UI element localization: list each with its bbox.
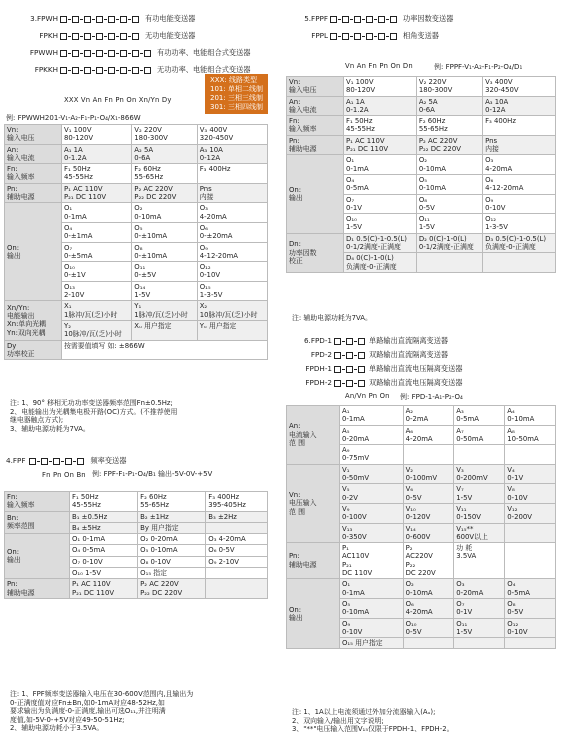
- table-cell: V₁₁ 0-150V: [454, 503, 505, 523]
- example-text: 例: FPD-1-A₁-P₂-O₄: [400, 393, 463, 401]
- table-cell: V₁ 100V 80-120V: [344, 77, 417, 97]
- table-cell: X₂ 10脉冲/瓦(乏)小时: [197, 301, 267, 321]
- model-desc: 无功电能变送器: [145, 31, 196, 40]
- model-desc: 单路输出直流隔离变送器: [369, 336, 449, 345]
- table-cell: F₂ 60Hz 55-65Hz: [132, 164, 197, 184]
- table-cell: O₁₃ 2-10V: [62, 281, 132, 301]
- table-cell: O₇ 0-10V: [70, 556, 138, 567]
- table-cell: A₁ 0-1mA: [340, 406, 404, 426]
- model-code-selector: [60, 16, 139, 23]
- model-desc: 有功功率、电能组合式变送器: [157, 48, 251, 57]
- table-cell: B₄ ±5Hz: [70, 522, 138, 533]
- table-cell: O₉ 2-10V: [206, 556, 268, 567]
- table-cell: P₂ AC220V P₂₂ DC 220V: [403, 543, 454, 579]
- table-cell: O₁₄ 1-5V: [132, 281, 197, 301]
- table-cell: O₁ 0-1mA: [62, 203, 132, 223]
- model-name: FPDH-2: [305, 378, 332, 387]
- table-cell: 功 耗 3.5VA: [454, 543, 505, 579]
- spec-table: [286, 405, 556, 649]
- table-cell: O₂ 0-10mA: [416, 155, 482, 175]
- table-row: [287, 579, 556, 599]
- table-cell: D₁ 0.5(C)-1-0.5(L) 0-1/2满度-正满度: [344, 233, 417, 253]
- table-cell: O₁₂ 0-10V: [505, 618, 556, 638]
- table-cell: P₂ AC 220V P₂₂ DC 220V: [132, 183, 197, 203]
- row-header: An: 输入电流: [287, 96, 344, 116]
- table-cell: O₁₂ 1-3-5V: [483, 214, 556, 234]
- row-header: On: 输出: [5, 203, 62, 301]
- table-cell: A₂ 5A 0-6A: [132, 144, 197, 164]
- table-row: [287, 96, 556, 116]
- param-codes: Vn An Fn Pn On Dn: [345, 62, 413, 70]
- row-header: Vn: 电压输入 范 围: [287, 464, 340, 542]
- notes: [10, 690, 272, 733]
- table-cell: Xᵤ 用户指定: [132, 320, 197, 340]
- badge-line: 101: 单相二线制: [210, 85, 263, 93]
- table-cell: O₈ 0-5V: [505, 598, 556, 618]
- model-code-selector: [60, 33, 139, 40]
- spec-table: [286, 76, 556, 273]
- table-cell: V₁ 0-50mV: [340, 464, 404, 484]
- table-cell: O₁₀ 0-5V: [403, 618, 454, 638]
- table-cell: V₁₂ 0-200V: [505, 503, 556, 523]
- table-cell: V₇ 1-5V: [454, 484, 505, 504]
- model-code-selector: [334, 380, 365, 387]
- table-cell: B₁ ±0.5Hz: [70, 511, 138, 522]
- model-code-selector: [29, 458, 84, 465]
- table-cell: V₄ 0-1V: [505, 464, 556, 484]
- row-header: Fn: 输入频率: [287, 116, 344, 136]
- table-cell: O₅ 0-10mA: [416, 174, 482, 194]
- table-cell: O₈ 0-±10mA: [132, 242, 197, 262]
- table-row: [287, 116, 556, 136]
- table-cell: F₂ 60Hz 55-65Hz: [138, 492, 206, 512]
- table-cell-empty: [403, 445, 454, 465]
- model-code-selector: [330, 33, 397, 40]
- table-row: [5, 340, 268, 360]
- model-desc: 单路输出直流电压隔离变送器: [369, 364, 463, 373]
- table-cell-empty: [454, 638, 505, 649]
- table-cell: O₂ 0-10mA: [403, 579, 454, 599]
- spec-table: [4, 491, 268, 599]
- table-cell: O₃ 4-20mA: [483, 155, 556, 175]
- table-cell: O₁₀ 1-5V: [344, 214, 417, 234]
- table-cell: V₁₄ 0-600V: [403, 523, 454, 543]
- model-code-selector: [334, 366, 365, 373]
- table-cell: A₂ 5A 0-6A: [416, 96, 482, 116]
- table-cell: V₁ 100V 80-120V: [62, 125, 132, 145]
- table-cell: V₅ 0-2V: [340, 484, 404, 504]
- table-row: [287, 77, 556, 97]
- table-cell: P₁ AC110V P₂₁ DC 110V: [340, 543, 404, 579]
- table-cell: V₆ 0-5V: [403, 484, 454, 504]
- table-cell: Pns 内接: [483, 135, 556, 155]
- model-desc: 频率变送器: [90, 456, 127, 465]
- table-cell: A₂ 0-2mA: [403, 406, 454, 426]
- table-cell: D₃ 0.5(C)-1-0.5(L) 负满度-0-正满度: [483, 233, 556, 253]
- model-row: [6, 456, 126, 466]
- table-cell-empty: [206, 522, 268, 533]
- table-cell: V₂ 0-100mV: [403, 464, 454, 484]
- table-row: [5, 301, 268, 321]
- table-cell: V₈ 0-10V: [505, 484, 556, 504]
- table-cell-empty: [206, 579, 268, 599]
- model-row: [6, 31, 195, 41]
- note-line: 度值,如-5V-0-+5V对应49-50-51Hz;: [10, 715, 125, 724]
- table-row: [5, 511, 268, 522]
- row-header: Pn: 辅助电源: [287, 135, 344, 155]
- table-cell: O₆ 0-±20mA: [197, 222, 267, 242]
- row-header: On: 输出: [287, 155, 344, 233]
- note-line: 注: 1、FPF频率变送器输入电压在30-600V范围内,且输出为: [10, 690, 194, 698]
- row-header: Dn: 功率因数 校正: [287, 233, 344, 272]
- notes: [292, 708, 558, 734]
- note-line: 2、双向输入/输出用文字说明;: [292, 716, 384, 725]
- table-cell-empty: [483, 253, 556, 273]
- table-cell-empty: [403, 638, 454, 649]
- table-cell: V₁₃ 0-350V: [340, 523, 404, 543]
- model-name: FPD-2: [310, 350, 332, 359]
- row-header: Vn: 输入电压: [5, 125, 62, 145]
- model-code-selector: [60, 67, 151, 74]
- table-cell: V₃ 400V 320-450V: [483, 77, 556, 97]
- table-cell: O₁₅ 1-3-5V: [197, 281, 267, 301]
- note-line: 注: 辅助电源功耗为7VA。: [292, 314, 372, 322]
- note-line: 0-正满度值对应Fn±Bn,如0-1mA对应48-52Hz,如: [10, 698, 165, 707]
- badge-line: 301: 三相四线制: [210, 103, 263, 111]
- table-cell: O₂ 0-20mA: [138, 534, 206, 545]
- badge-line: 201: 三相三线制: [210, 94, 263, 102]
- table-cell: A₃ 10A 0-12A: [483, 96, 556, 116]
- table-cell: O₁₅ 指定: [138, 568, 206, 579]
- model-name: 6.FPD-1: [303, 336, 332, 345]
- model-name: FPPL: [311, 31, 328, 40]
- table-cell: P₁ AC 110V P₂₁ DC 110V: [344, 135, 417, 155]
- table-row: [5, 164, 268, 184]
- row-header: Fn: 输入频率: [5, 492, 70, 512]
- table-row: [287, 406, 556, 426]
- table-row: [5, 125, 268, 145]
- table-cell: Yᵤ 用户指定: [197, 320, 267, 340]
- table-cell: O₁ 0-1mA: [340, 579, 404, 599]
- line-type-badge: [205, 74, 268, 114]
- table-cell: V₁₅** 600V以上: [454, 523, 505, 543]
- table-cell: O₃ 0-20mA: [454, 579, 505, 599]
- row-header: Xn/Yn: 电能输出 Xn:单向光耦 Yn:双向光耦: [5, 301, 62, 340]
- table-cell: A₄ 0-10mA: [505, 406, 556, 426]
- table-row: [287, 233, 556, 253]
- model-code-selector: [334, 338, 365, 345]
- table-row: [287, 464, 556, 484]
- model-row: [292, 364, 462, 374]
- model-row: [6, 48, 250, 58]
- table-cell: O₉ 0-10V: [340, 618, 404, 638]
- table-cell: F₃ 400Hz: [483, 116, 556, 136]
- table-row: [287, 155, 556, 175]
- table-cell: Y₁ 1脉冲/瓦(乏)小时: [132, 301, 197, 321]
- example-text: 例: FPPF-V₁-A₂-F₁-P₂-O₄/D₁: [434, 63, 523, 71]
- note-line: 注: 1、90° 移相无功功率变送器频率范围Fn±0.5Hz;: [10, 399, 173, 407]
- model-desc: 双路输出直流隔离变送器: [369, 350, 449, 359]
- table-row: [5, 183, 268, 203]
- table-cell: O₃ 4-20mA: [197, 203, 267, 223]
- table-cell-empty: [416, 253, 482, 273]
- table-cell: F₃ 400Hz 395-405Hz: [206, 492, 268, 512]
- note-line: 要求输出为负满度-0-正满度,输出可选O₁₁,并注明满: [10, 707, 166, 715]
- table-cell: V₁₀ 0-120V: [403, 503, 454, 523]
- table-cell: O₁ 0-1mA: [344, 155, 417, 175]
- table-cell: O₇ 0-±5mA: [62, 242, 132, 262]
- table-cell: O₃ 4-20mA: [206, 534, 268, 545]
- table-cell: 按需要值填写 如: ±866W: [62, 340, 268, 360]
- table-cell: O₁₂ 0-10V: [197, 262, 267, 282]
- model-row: [292, 350, 448, 360]
- row-header: An: 电流输入 范 围: [287, 406, 340, 465]
- table-cell: F₁ 50Hz 45-55Hz: [62, 164, 132, 184]
- model-row: [6, 14, 195, 24]
- param-codes: XXX Vn An Fn Pn On Xn/Yn Dy: [64, 96, 172, 104]
- model-row: [292, 378, 462, 388]
- table-cell: A₁ 1A 0-1.2A: [62, 144, 132, 164]
- table-cell: O₄ 0-5mA: [505, 579, 556, 599]
- table-cell: O₄ 0-5mA: [344, 174, 417, 194]
- table-cell-empty: [505, 638, 556, 649]
- table-cell: O₈ 0-10V: [138, 556, 206, 567]
- table-cell: O₁₀ 1-5V: [70, 568, 138, 579]
- spec-table: [4, 124, 268, 360]
- param-codes: Fn Pn On Bn: [42, 471, 86, 479]
- model-name: FPKH: [39, 31, 58, 40]
- table-cell-empty: [206, 568, 268, 579]
- table-cell: O₁₀ 0-±1V: [62, 262, 132, 282]
- table-cell: A₇ 0-50mA: [454, 425, 505, 445]
- row-header: Vn: 输入电压: [287, 77, 344, 97]
- note-line: 2、电能输出为光耦集电极开路(OC)方式。(不推荐使用: [10, 407, 178, 416]
- notes: [10, 399, 270, 433]
- table-cell: A₉ 0-75mV: [340, 445, 404, 465]
- table-row: [287, 543, 556, 579]
- row-header: On: 输出: [287, 579, 340, 649]
- table-cell: O₅ 0-10mA: [138, 545, 206, 556]
- table-cell: F₁ 50Hz 45-55Hz: [344, 116, 417, 136]
- table-cell: F₁ 50Hz 45-55Hz: [70, 492, 138, 512]
- table-cell-empty: [505, 543, 556, 579]
- table-cell: P₂ AC 220V P₂₂ DC 220V: [138, 579, 206, 599]
- table-cell: F₃ 400Hz: [197, 164, 267, 184]
- table-cell: Pns 内接: [197, 183, 267, 203]
- table-cell: V₉ 0-100V: [340, 503, 404, 523]
- row-header: Dy 功率校正: [5, 340, 62, 360]
- table-cell: O₇ 0-1V: [344, 194, 417, 214]
- table-cell: O₉ 0-10V: [483, 194, 556, 214]
- table-cell: P₁ AC 110V P₂₁ DC 110V: [70, 579, 138, 599]
- row-header: Pn: 辅助电源: [5, 183, 62, 203]
- table-cell: P₁ AC 110V P₂₁ DC 110V: [62, 183, 132, 203]
- table-cell: B₃ ±2Hz: [206, 511, 268, 522]
- table-row: [5, 492, 268, 512]
- table-cell: Y₂ 10脉冲/瓦(乏)小时: [62, 320, 132, 340]
- table-cell: V₂ 220V 180-300V: [416, 77, 482, 97]
- model-name: 4.FPF: [6, 456, 26, 465]
- table-cell: O₄ 0-5mA: [70, 545, 138, 556]
- model-name: FPKKH: [34, 65, 58, 74]
- table-row: [5, 534, 268, 545]
- table-cell: A₅ 0-20mA: [340, 425, 404, 445]
- model-desc: 无功功率、电能组合式变送器: [157, 65, 251, 74]
- model-name: 3.FPWH: [30, 14, 58, 23]
- table-cell: P₂ AC 220V P₂₂ DC 220V: [416, 135, 482, 155]
- model-desc: 功率因数变送器: [403, 14, 454, 23]
- table-cell: F₂ 60Hz 55-65Hz: [416, 116, 482, 136]
- row-header: Fn: 输入频率: [5, 164, 62, 184]
- model-row: [292, 336, 448, 346]
- table-cell: A₃ 10A 0-12A: [197, 144, 267, 164]
- model-code-selector: [60, 50, 151, 57]
- badge-line: XXX: 线路类型: [210, 76, 257, 84]
- model-desc: 有功电能变送器: [145, 14, 196, 23]
- table-cell-empty: [505, 445, 556, 465]
- model-desc: 相角变送器: [403, 31, 439, 40]
- table-cell: O₁₁ 1-5V: [416, 214, 482, 234]
- table-cell: A₆ 4-20mA: [403, 425, 454, 445]
- table-cell: D₂ 0(C)-1-0(L) 0-1/2满度-正满度: [416, 233, 482, 253]
- model-name: 5.FPPF: [304, 14, 328, 23]
- table-cell: O₆ 4-12-20mA: [483, 174, 556, 194]
- table-cell-empty: [454, 445, 505, 465]
- table-row: [5, 144, 268, 164]
- note-line: 继电器触点方式);: [10, 416, 64, 424]
- table-cell: O₄ 0-±1mA: [62, 222, 132, 242]
- table-cell: O₁₁ 0-±5V: [132, 262, 197, 282]
- model-row: [290, 14, 453, 24]
- table-row: [287, 135, 556, 155]
- table-cell: O₇ 0-1V: [454, 598, 505, 618]
- model-code-selector: [330, 16, 397, 23]
- note-line: 3、辅助电源功耗为7VA。: [10, 424, 90, 433]
- row-header: An: 输入电流: [5, 144, 62, 164]
- table-cell: O₁ 0-1mA: [70, 534, 138, 545]
- model-name: FPDH-1: [305, 364, 332, 373]
- table-cell: A₃ 0-5mA: [454, 406, 505, 426]
- table-cell: O₉ 4-12-20mA: [197, 242, 267, 262]
- param-codes: An/Vn Pn On: [345, 392, 390, 400]
- table-row: [5, 203, 268, 223]
- row-header: On: 输出: [5, 534, 70, 579]
- table-cell: X₁ 1脉冲/瓦(乏)小时: [62, 301, 132, 321]
- row-header: Pn: 辅助电源: [5, 579, 70, 599]
- table-cell: D₄ 0(C)-1-0(L) 负满度-0-正满度: [344, 253, 417, 273]
- table-row: [5, 579, 268, 599]
- model-row: [290, 31, 439, 41]
- table-cell: O₂ 0-10mA: [132, 203, 197, 223]
- example-text: 例: FPF-F₁-P₁-O₄/B₁ 输出-5V-0V-+5V: [92, 470, 213, 478]
- table-cell: O₈ 0-5V: [416, 194, 482, 214]
- table-cell: O₆ 4-20mA: [403, 598, 454, 618]
- table-cell: O₆ 0-5V: [206, 545, 268, 556]
- table-cell: A₈ 10-50mA: [505, 425, 556, 445]
- note-line: 3、"**"电压输入范围V₁₅仅限于FPDH-1、FPDH-2。: [292, 725, 454, 733]
- table-cell: A₁ 1A 0-1.2A: [344, 96, 417, 116]
- table-cell: O₅ 0-10mA: [340, 598, 404, 618]
- table-cell: V₃ 400V 320-450V: [197, 125, 267, 145]
- table-cell: O₁₅ 用户指定: [340, 638, 404, 649]
- row-header: Bn: 频率范围: [5, 511, 70, 534]
- note-line: 2、辅助电源功耗小于3.5VA。: [10, 724, 104, 732]
- example-text: 例: FPWWH201-V₁-A₂-F₁-P₁-O₄/X₁-866W: [6, 114, 141, 122]
- table-cell-empty: [505, 523, 556, 543]
- table-cell: V₃ 0-200mV: [454, 464, 505, 484]
- table-cell: By 用户指定: [138, 522, 206, 533]
- table-cell: B₂ ±1Hz: [138, 511, 206, 522]
- table-cell: O₅ 0-±10mA: [132, 222, 197, 242]
- row-header: Pn: 辅助电源: [287, 543, 340, 579]
- model-code-selector: [334, 352, 365, 359]
- model-desc: 双路输出直流电压隔离变送器: [369, 378, 463, 387]
- table-cell: V₂ 220V 180-300V: [132, 125, 197, 145]
- note-line: 注: 1、1A以上电流须通过外加分流器输入(Aᵤ);: [292, 708, 436, 716]
- model-name: FPWWH: [29, 48, 58, 57]
- table-cell: O₁₁ 1-5V: [454, 618, 505, 638]
